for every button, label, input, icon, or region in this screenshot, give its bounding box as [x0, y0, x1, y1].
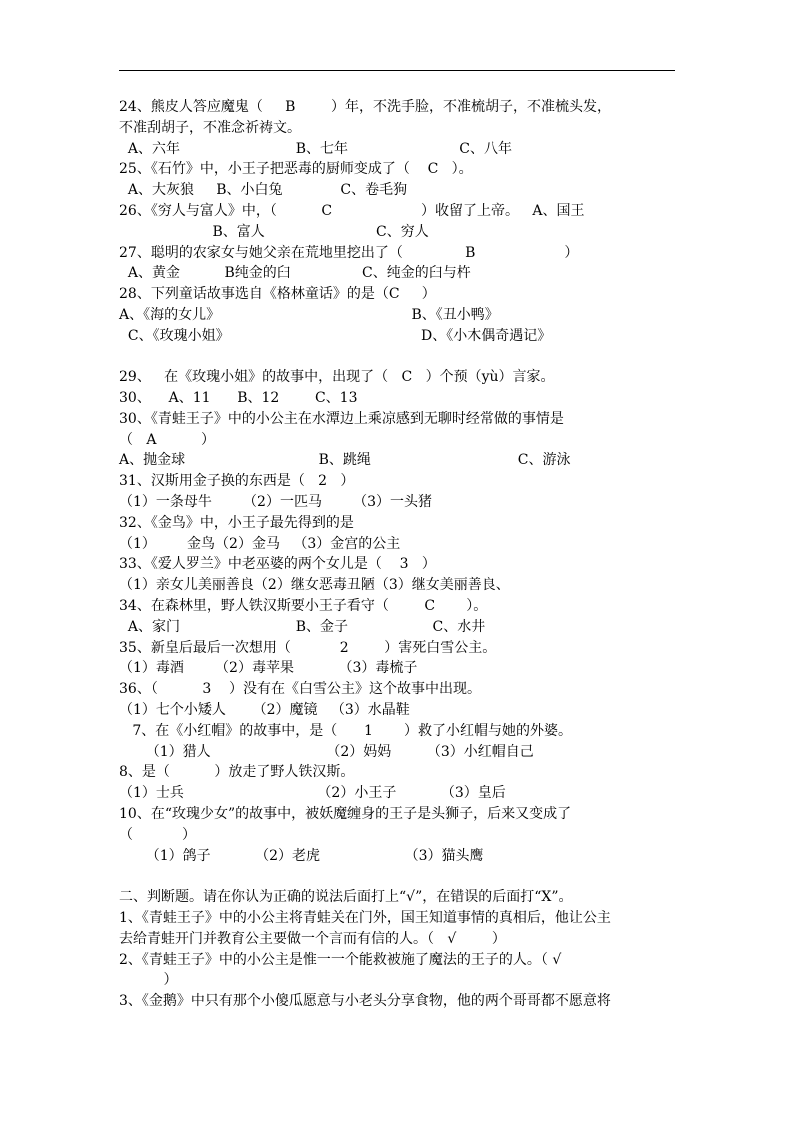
text-line: （1） 金鸟（2）金马 （3）金宫的公主	[119, 536, 401, 552]
text-line: （1）鸽子 （2）老虎 （3）猫头鹰	[119, 848, 484, 864]
text-line: 28、下列童话故事选自《格林童话》的是（C ）	[119, 286, 436, 302]
text-line: 31、汉斯用金子换的东西是（ 2 ）	[119, 473, 355, 489]
text-line: （1）猎人 （2）妈妈 （3）小红帽自己	[119, 744, 534, 760]
text-line: 3、《金鹅》中只有那个小傻瓜愿意与小老头分享食物，他的两个哥哥都不愿意将	[119, 993, 611, 1009]
text-line: A、大灰狼 B、小白兔 C、卷毛狗	[119, 182, 408, 198]
text-line: 30、《青蛙王子》中的小公主在水潭边上乘凉感到无聊时经常做的事情是	[119, 411, 564, 427]
text-line: （1）七个小矮人 （2）魔镜 （3）水晶鞋	[119, 702, 410, 718]
text-line: C、《玫瑰小姐》 D、《小木偶奇遇记》	[119, 328, 552, 344]
text-line: 7、在《小红帽》的故事中，是（ 1 ）救了小红帽与她的外婆。	[119, 723, 573, 739]
text-line: A、六年 B、七年 C、八年	[119, 141, 512, 157]
text-line: 36、（ 3 ）没有在《白雪公主》这个故事中出现。	[119, 681, 482, 697]
text-line: 26、《穷人与富人》中，（ C ）收留了上帝。 A、国王	[119, 203, 585, 219]
text-line: 34、在森林里，野人铁汉斯要小王子看守（ C ）。	[119, 598, 488, 614]
text-line: 24、熊皮人答应魔鬼（ B ）年，不洗手脸，不准梳胡子，不准梳头发，	[119, 99, 611, 115]
text-line: 去给青蛙开门并教育公主要做一个言而有信的人。（ √ ）	[119, 931, 506, 947]
text-line: （1）士兵 （2）小王子 （3）皇后	[119, 785, 506, 801]
text-line: 27、聪明的农家女与她父亲在荒地里挖出了（ B ）	[119, 245, 579, 261]
text-line: A、家门 B、金子 C、水井	[119, 619, 486, 635]
text-line: 2、《青蛙王子》中的小公主是惟一一个能救被施了魔法的王子的人。（ √	[119, 952, 562, 968]
text-line: 不准刮胡子，不准念祈祷文。	[119, 120, 301, 136]
text-line: （1）一条母牛 （2）一匹马 （3）一头猪	[119, 494, 433, 510]
text-line: （1）亲女儿美丽善良（2）继女恶毒丑陋（3）继女美丽善良、	[119, 577, 510, 593]
text-line: B、富人 C、穷人	[119, 224, 429, 240]
text-line: 1、《青蛙王子》中的小公主将青蛙关在门外，国王知道事情的真相后，他让公主	[119, 910, 611, 926]
text-line: 35、新皇后最后一次想用（ 2 ）害死白雪公主。	[119, 640, 497, 656]
section-heading: 二、判断题。请在你认为正确的说法后面打上“√”，在错误的后面打“X”。	[119, 889, 573, 905]
text-line: ）	[119, 972, 178, 988]
text-line: 10、在“玫瑰少女”的故事中，被妖魔缠身的王子是头狮子，后来又变成了	[119, 806, 572, 822]
text-line: （ ）	[119, 827, 196, 843]
text-line: 29、 在《玫瑰小姐》的故事中，出现了（ C ）个预（yù）言家。	[119, 369, 555, 385]
text-line: A、黄金 B纯金的臼 C、纯金的臼与杵	[119, 265, 471, 281]
text-line: 32、《金鸟》中，小王子最先得到的是	[119, 515, 354, 531]
text-line: （1）毒酒 （2）毒苹果 （3）毒梳子	[119, 660, 418, 676]
text-line: 33、《爱人罗兰》中老巫婆的两个女儿是（ 3 ）	[119, 556, 436, 572]
header-rule	[119, 70, 675, 71]
text-line: A、抛金球 B、跳绳 C、游泳	[119, 452, 571, 468]
text-line: （ A ）	[119, 432, 215, 448]
text-line: A、《海的女儿》 B、《丑小鸭》	[119, 307, 499, 323]
text-line: 8、是（ ）放走了野人铁汉斯。	[119, 764, 355, 780]
text-line: 25、《石竹》中，小王子把恶毒的厨师变成了（ C ）。	[119, 161, 473, 177]
text-line: 30、 A、11 B、12 C、13	[119, 390, 358, 406]
